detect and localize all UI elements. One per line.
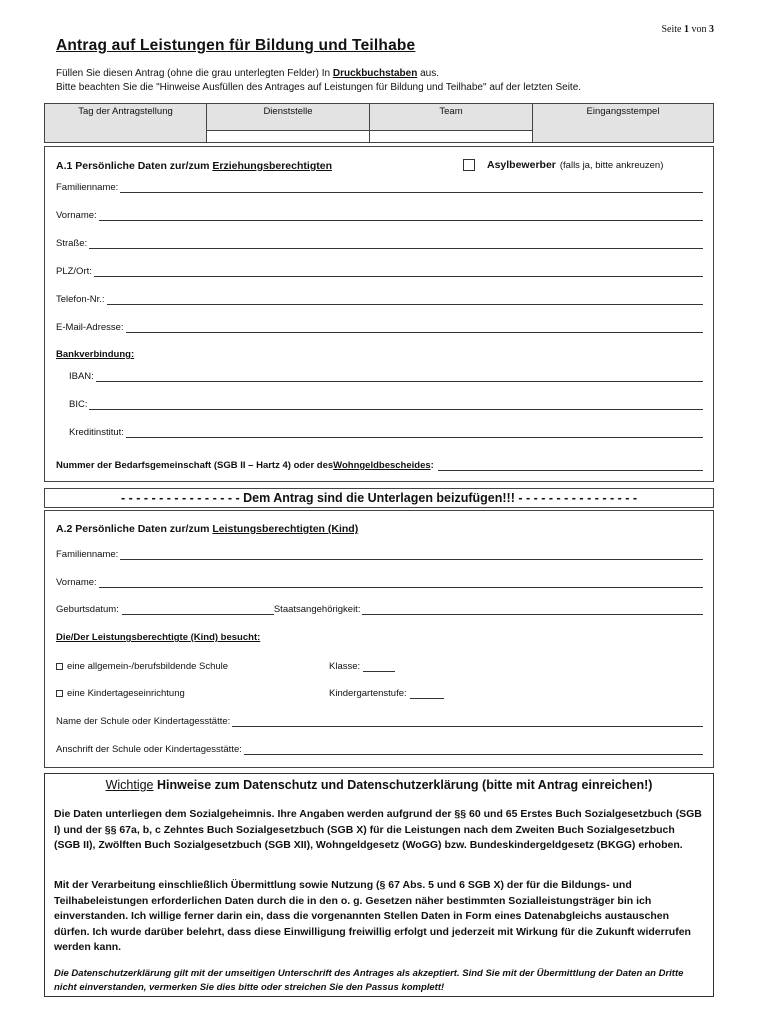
field-kreditinstitut[interactable]: Kreditinstitut:: [69, 426, 703, 438]
intro-text: Füllen Sie diesen Antrag (ohne die grau unterlegten Felder) In Druckbuchstaben aus. Bitte beachten Sie die "Hinweise Ausfüllen des Antrages auf Leistungen für Bildung und Teilhabe" auf der letzten Seite.: [56, 68, 582, 93]
datenschutz-paragraph-2: Mit der Verarbeitung einschließlich Übermittlung sowie Nutzung (§ 67 Abs. 5 und 6 SGB X) der für die Bildungs- und Teilhabeleistungen erforderlichen Daten durch die in den o. g. Gesetzen näher bestimmten Sozialleistungsträger bin ich einverstanden. Ich willige ferner darin ein, dass die vorgenannten Stellen Daten in Form eines Datenabgleichs austauschen dürfen. Ich wurde darüber belehrt, dass diese Einwilligung freiwillig erfolgt und jederzeit mit Wirkung für die Zukunft widerrufen werden kann.: [54, 879, 691, 953]
office-use-table: [44, 103, 714, 143]
field-bedarfsgemeinschaft[interactable]: Nummer der Bedarfsgemeinschaft (SGB II – Hartz 4) oder des Wohngeldbescheides :: [56, 460, 703, 471]
field-strasse[interactable]: Straße:: [56, 237, 703, 249]
field-vorname[interactable]: Vorname:: [56, 209, 703, 221]
page-number: Seite 1 von 3: [661, 24, 714, 35]
field-klasse[interactable]: Klasse:: [329, 661, 395, 672]
section-datenschutz: [44, 773, 714, 997]
field-familienname[interactable]: Familienname:: [56, 181, 703, 193]
field-kindergartenstufe[interactable]: Kindergartenstufe:: [329, 688, 444, 699]
office-cell-team: Team: [370, 104, 533, 142]
field-iban[interactable]: IBAN:: [69, 370, 703, 382]
option-kita[interactable]: eine Kindertageseinrichtung: [56, 688, 185, 699]
field-bic[interactable]: BIC:: [69, 398, 703, 410]
asylbewerber-option: Asylbewerber (falls ja, bitte ankreuzen): [463, 159, 663, 171]
besucht-title: Die/Der Leistungsberechtigte (Kind) besucht:: [56, 632, 261, 643]
documents-banner: - - - - - - - - - - - - - - - - Dem Antrag sind die Unterlagen beizufügen!!! - - - - - - - - - - - - - - - -: [44, 488, 714, 508]
field-email[interactable]: E-Mail-Adresse:: [56, 321, 703, 333]
office-cell-dienststelle: Dienststelle: [207, 104, 370, 142]
schule-checkbox[interactable]: [56, 663, 63, 670]
field-plz-ort[interactable]: PLZ/Ort:: [56, 265, 703, 277]
field-kind-vorname[interactable]: Vorname:: [56, 576, 703, 588]
asylbewerber-checkbox[interactable]: [463, 159, 475, 171]
field-geburtsdatum-staat[interactable]: Geburtsdatum: Staatsangehörigkeit:: [56, 604, 703, 615]
section-a1: [44, 146, 714, 482]
field-kind-familienname[interactable]: Familienname:: [56, 548, 703, 560]
kita-checkbox[interactable]: [56, 690, 63, 697]
office-cell-date: Tag der Antragstellung: [45, 104, 207, 142]
form-title: Antrag auf Leistungen für Bildung und Teilhabe: [56, 37, 416, 54]
field-anschrift-schule[interactable]: Anschrift der Schule oder Kindertagesstätte:: [56, 743, 703, 755]
section-a2-title: A.2 Persönliche Daten zur/zum Leistungsberechtigten (Kind): [56, 523, 359, 535]
section-a2: [44, 510, 714, 768]
field-telefon[interactable]: Telefon-Nr.:: [56, 293, 703, 305]
datenschutz-paragraph-1: Die Daten unterliegen dem Sozialgeheimnis. Ihre Angaben werden aufgrund der §§ 60 und 65 Erstes Buch Sozialgesetzbuch (SGB I) und der §§ 67a, b, c Zehntes Buch Sozialgesetzbuch (SGB X) für die Leistungen nach dem Zweiten Buch Sozialgesetzbuch (SGB II), Zwölften Buch Sozialgesetzbuch (SGB XII), Wohngeldgesetz (WoGG) bzw. Bundeskindergeldgesetz (BKGG) erhoben.: [54, 808, 702, 851]
option-schule[interactable]: eine allgemein-/berufsbildende Schule: [56, 661, 228, 672]
office-cell-stamp: Eingangsstempel: [586, 106, 660, 117]
section-a1-title: A.1 Persönliche Daten zur/zum Erziehungsberechtigten: [56, 160, 332, 172]
bank-title: Bankverbindung:: [56, 349, 135, 360]
field-name-schule[interactable]: Name der Schule oder Kindertagesstätte:: [56, 715, 703, 727]
datenschutz-title: Wichtige Hinweise zum Datenschutz und Datenschutzerklärung (bitte mit Antrag einreichen!): [105, 778, 653, 792]
datenschutz-note: Die Datenschutzerklärung gilt mit der umseitigen Unterschrift des Antrages als akzeptiert. Sind Sie mit der Übermittlung der Daten an Dritte nicht einverstanden, vermerken Sie dies bitte oder streichen Sie den Passus komplett!: [54, 968, 684, 993]
